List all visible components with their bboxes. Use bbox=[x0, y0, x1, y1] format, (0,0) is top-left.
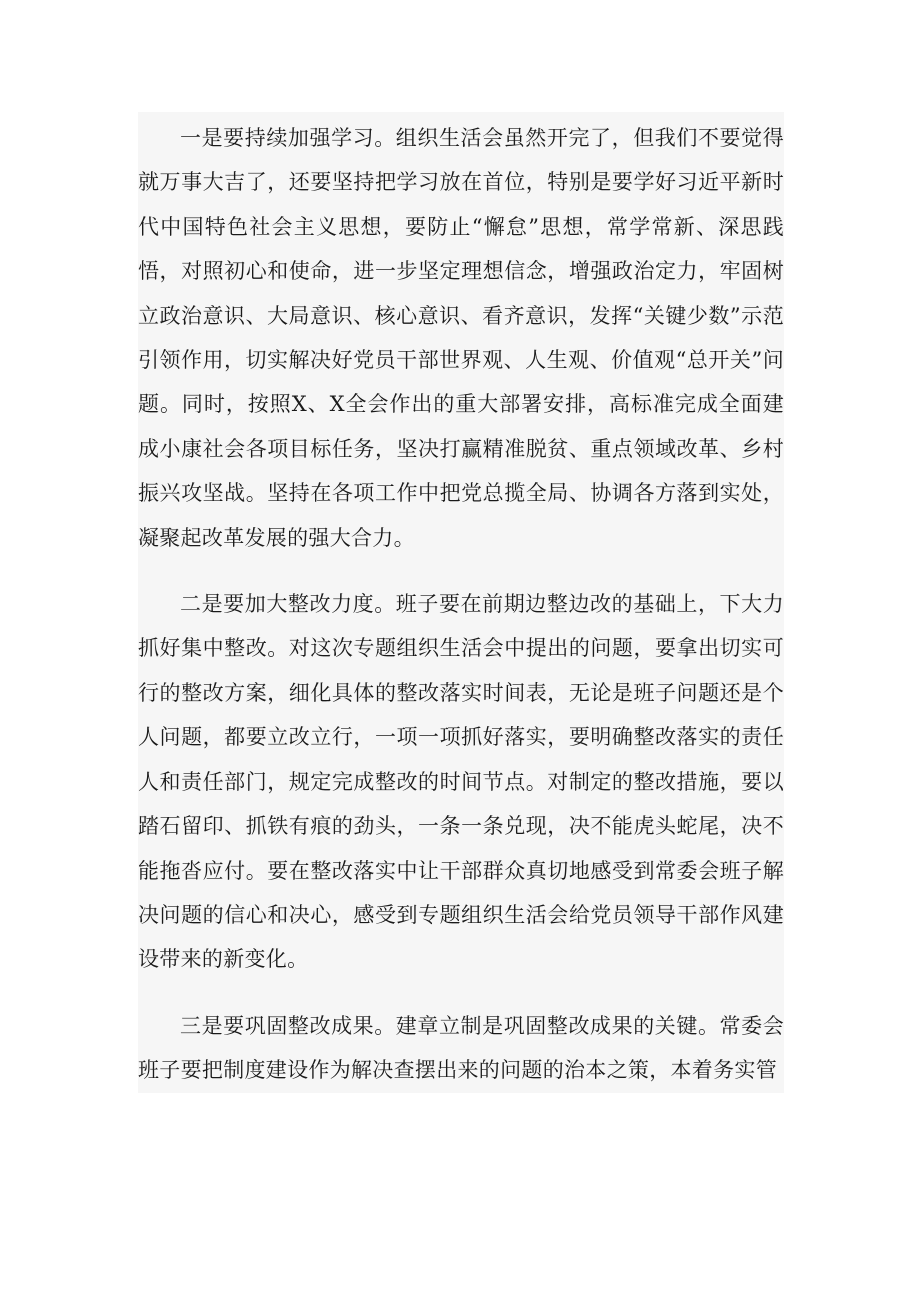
paragraph-rectification-effort: 二是要加大整改力度。班子要在前期边整边改的基础上，下大力抓好集中整改。对这次专题组织生活会中提出的问题，要拿出切实可行的整改方案，细化具体的整改落实时间表，无论是班子问题还是个人问题，都要立改立行，一项一项抓好落实，要明确整改落实的责任人和责任部门，规定完成整改的时间节点。对制定的整改措施，要以踏石留印、抓铁有痕的劲头，一条一条兑现，决不能虎头蛇尾，决不能拖沓应付。要在整改落实中让干部群众真切地感受到常委会班子解决问题的信心和决心，感受到专题组织生活会给党员领导干部作风建设带来的新变化。 bbox=[138, 592, 784, 972]
document-body bbox=[138, 112, 784, 1093]
paragraph-consolidate-results: 三是要巩固整改成果。建章立制是巩固整改成果的关键。常委会班子要把制度建设作为解决查摆出来的问题的治本之策，本着务实管 bbox=[138, 1013, 784, 1083]
paragraph-continuous-study: 一是要持续加强学习。组织生活会虽然开完了，但我们不要觉得就万事大吉了，还要坚持把学习放在首位，特别是要学好习近平新时代中国特色社会主义思想，要防止“懈怠”思想，常学常新、深思践悟，对照初心和使命，进一步坚定理想信念，增强政治定力，牢固树立政治意识、大局意识、核心意识、看齐意识，发挥“关键少数”示范引领作用，切实解决好党员干部世界观、人生观、价值观“总开关”问题。同时，按照X、X全会作出的重大部署安排，高标准完成全面建成小康社会各项目标任务，坚决打赢精准脱贫、重点领域改革、乡村振兴攻坚战。坚持在各项工作中把党总揽全局、协调各方落到实处，凝聚起改革发展的强大合力。 bbox=[138, 126, 784, 550]
